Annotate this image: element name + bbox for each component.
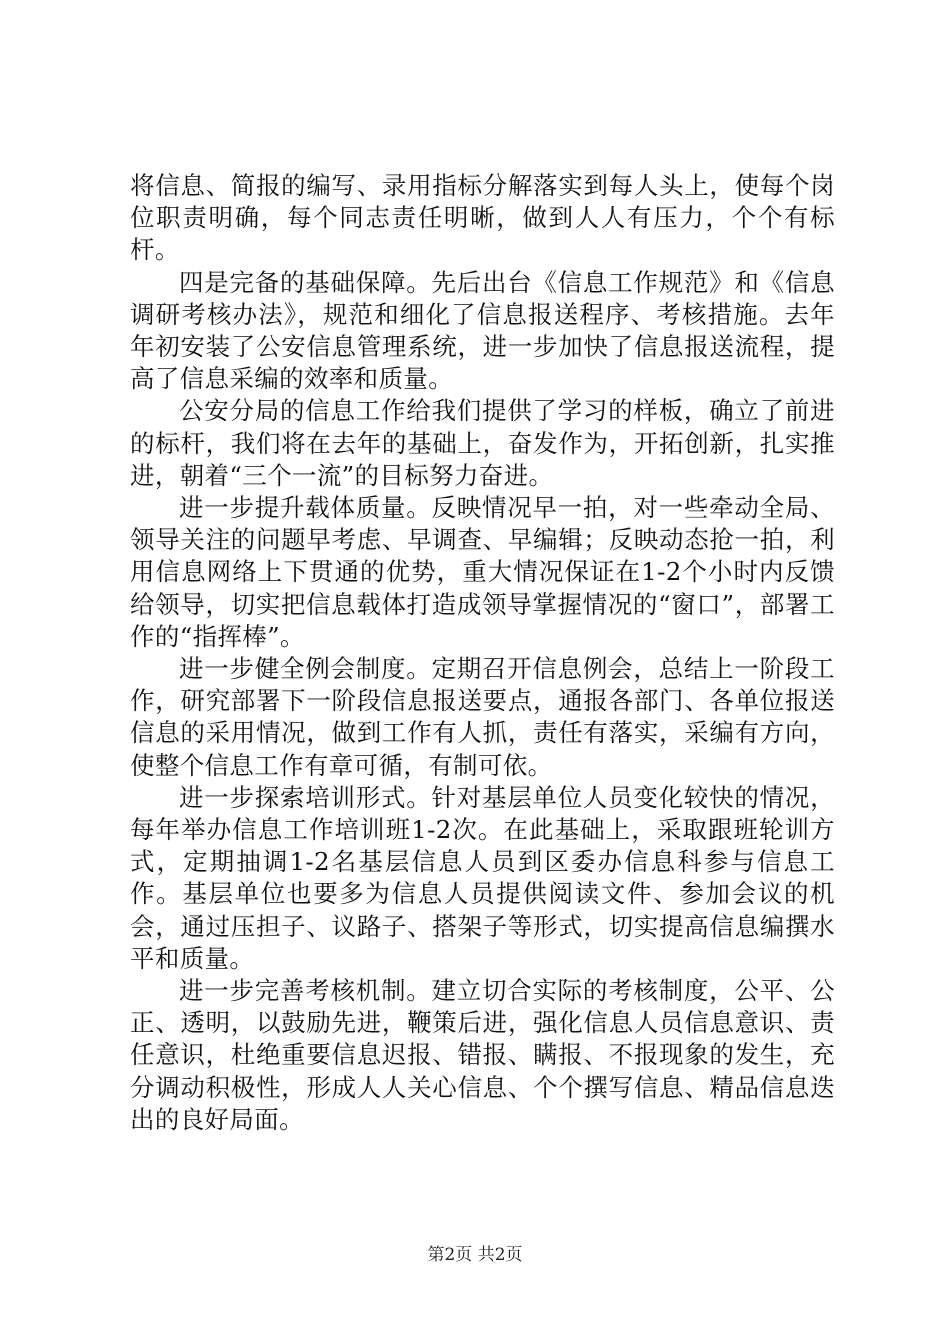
paragraph: 进一步探索培训形式。针对基层单位人员变化较快的情况，每年举办信息工作培训班1-2次。在此基础上，采取跟班轮训方式，定期抽调1-2名基层信息人员到区委办信息科参与信息工作。基层单位也要多为信息人员提供阅读文件、参加会议的机会，通过压担子、议路子、搭架子等形式，切实提高信息编撰水平和质量。: [130, 782, 835, 973]
page-number: 第2页 共2页: [427, 1245, 523, 1265]
paragraph: 进一步提升载体质量。反映情况早一拍，对一些牵动全局、领导关注的问题早考虑、早调查、早编辑；反映动态抢一拍，利用信息网络上下贯通的优势，重大情况保证在1-2个小时内反馈给领导，切实把信息载体打造成领导掌握情况的“窗口”，部署工作的“指挥棒”。: [130, 493, 835, 651]
paragraph: 进一步健全例会制度。定期召开信息例会，总结上一阶段工作，研究部署下一阶段信息报送要点，通报各部门、各单位报送信息的采用情况，做到工作有人抓，责任有落实，采编有方向，使整个信息工作有章可循，有制可依。: [130, 654, 835, 780]
paragraph: 公安分局的信息工作给我们提供了学习的样板，确立了前进的标杆，我们将在去年的基础上，奋发作为，开拓创新，扎实推进，朝着“三个一流”的目标努力奋进。: [130, 396, 835, 490]
paragraph: 进一步完善考核机制。建立切合实际的考核制度，公平、公正、透明，以鼓励先进，鞭策后进，强化信息人员信息意识、责任意识，杜绝重要信息迟报、错报、瞒报、不报现象的发生，充分调动积极性，形成人人关心信息、个个撰写信息、精品信息迭出的良好局面。: [130, 976, 835, 1134]
document-body: [130, 170, 835, 1136]
paragraph: 四是完备的基础保障。先后出台《信息工作规范》和《信息调研考核办法》，规范和细化了信息报送程序、考核措施。去年年初安装了公安信息管理系统，进一步加快了信息报送流程，提高了信息采编的效率和质量。: [130, 267, 835, 394]
paragraph: 将信息、简报的编写、录用指标分解落实到每人头上，使每个岗位职责明确，每个同志责任明晰，做到人人有压力，个个有标杆。: [130, 171, 835, 265]
